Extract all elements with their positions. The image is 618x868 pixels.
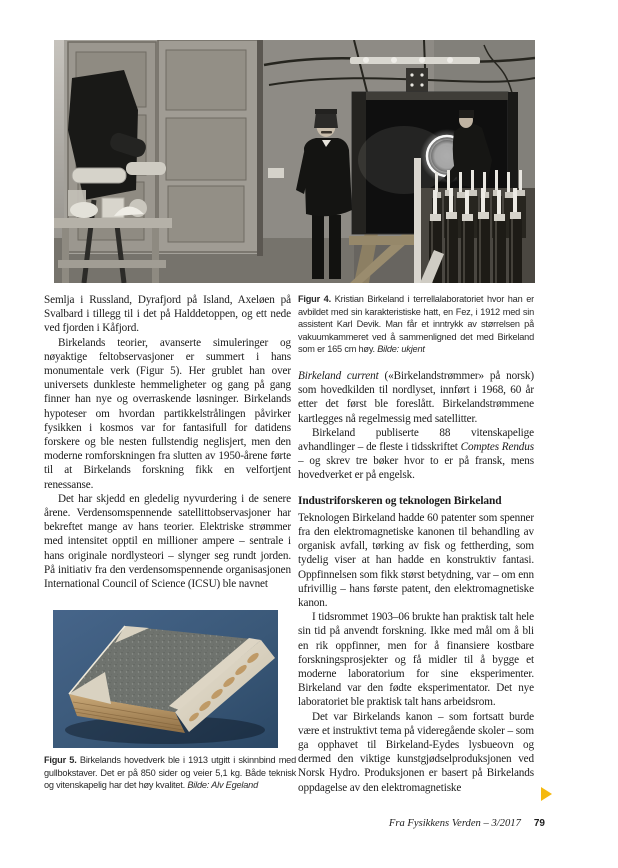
section-heading: Industriforskeren og teknologen Birkeland bbox=[298, 494, 502, 507]
fez-hat bbox=[314, 112, 338, 128]
italic-term: Birkeland current bbox=[298, 369, 379, 382]
paragraph: I tidsrommet 1903–06 brukte han praktisk talt hele sin tid på anvendt forskning. Ikke med mål om å bli en rik oppfinner, men for å finansiere kostbare forskningsprosjekter og få midler til å bygge et moderne laboratorium for sine eksperimenter. Birkeland var den fødte eksperimentator. Det nye laboratoriet ble praktisk talt hans arbeidsrom. bbox=[298, 611, 534, 709]
paragraph: Teknologen Birkeland hadde 60 patenter som spenner fra den elektromagnetiske kanonen til behandling av organisk avfall, tørking av fisk og fettherding, som tydelig viser at han hadde en konstruktiv fantasi. Oppfinnelsen som fikk størst betydning, var – om enn ufrivillig – hans første patent, den elektromagnetiske kanon. bbox=[298, 511, 534, 610]
paragraph-text: Birkeland publiserte 88 vitenskapelige avhandlinger – de fleste i tidsskriftet bbox=[298, 426, 534, 453]
paragraph: Birkelands teorier, avanserte simuleringer og nøyaktige feltobservasjoner er summert i hans monumentale verk (Figur 5). Her grublet han over universets dunkleste hemmeligheter og gang på gang finner han nye og overraskende løsninger. Birkelands hypoteser om hvordan partikkelstrålingen påvirker fysikken i kosmos var for fantasifull for datidens forskere og ble nesten fullstendig neglisjert, men den moderne romforskningen fra slutten av 1950-årene førte til at Birkelands forskning fikk en velfortjent renessanse. bbox=[44, 336, 291, 491]
continuation-arrow-icon bbox=[541, 787, 552, 801]
paragraph bbox=[298, 369, 534, 426]
figure5-caption bbox=[44, 754, 296, 792]
paragraph: Semlja i Russland, Dyrafjord på Island, Axeløen på Svalbard i tillegg til i det på Halddetoppen, og ett nede ved fjorden i Kåfjord. bbox=[44, 294, 291, 335]
paragraph bbox=[298, 426, 534, 483]
figure4-photo bbox=[54, 40, 535, 283]
figure4-caption bbox=[298, 293, 534, 356]
page-footer bbox=[389, 818, 545, 829]
page-number: 79 bbox=[533, 818, 545, 829]
lab-photo-illustration bbox=[54, 40, 535, 283]
italic-term: Comptes Rendus bbox=[460, 440, 534, 453]
figure5-caption-text: Birkelands hovedverk ble i 1913 utgitt i skinnbind med gullbokstaver. Det er på 850 sider og veier 5,1 kg. Både teknisk og vitenskapelig har det høy kvalitet. bbox=[44, 755, 296, 791]
figure5-caption-label: Figur 5. bbox=[44, 755, 77, 765]
left-column bbox=[44, 293, 291, 611]
journal-name: Fra Fysikkens Verden – 3/2017 bbox=[388, 818, 521, 829]
right-column bbox=[298, 293, 534, 807]
figure4-caption-text: Kristian Birkeland i terrellalaboratoriet hvor han er avbildet med sin karakteristiske hatt, en Fez, i 1912 med sin assistent Karl Devik. Man får et inntrykk av størrelsen på vakuumkammeret ved å sammenligned det med Birkeland som er 165 cm høy. bbox=[298, 294, 534, 355]
figure4-caption-label: Figur 4. bbox=[298, 294, 331, 304]
figure4-caption-credit: Bilde: ukjent bbox=[377, 344, 425, 355]
paragraph-text: («Birkelandstrømmer» på norsk) som hovedkilden til nordlyset, innført i 1968, 60 år etter det først ble foreslått. Birkelandstrømmene kartlegges nå regelmessig med satellitter. bbox=[298, 369, 534, 425]
figure5-caption-credit: Bilde: Alv Egeland bbox=[187, 780, 259, 791]
figure5-photo bbox=[53, 610, 278, 748]
paragraph: Det har skjedd en gledelig nyvurdering i de senere årene. Verdensomspennende satellittobservasjoner har bekreftet mange av hans teorier. Elektriske strømmer med intensitet opptil en millioner ampere – sentrale i hans originale nordlysteori – slynger seg rundt jorden. På initiativ fra den verdensomspennende organisasjonen International Council of Science (ICSU) ble navnet bbox=[44, 492, 291, 591]
paragraph: Det var Birkelands kanon – som fortsatt burde være et instruktivt tema på videregående skoler – som ga opphavet til Birkeland-Eydes lysbueovn og dermed den viktige kunstgjødselproduksjonen ved Norsk Hydro. Produksjonen er basert på Birkelands oppdagelse av den elektromagnetiske bbox=[298, 710, 534, 794]
book-photo-illustration bbox=[53, 610, 278, 748]
paragraph-text: – og skrev tre bøker hvor to er på fransk, mens hovedverket er på engelsk. bbox=[298, 455, 534, 482]
